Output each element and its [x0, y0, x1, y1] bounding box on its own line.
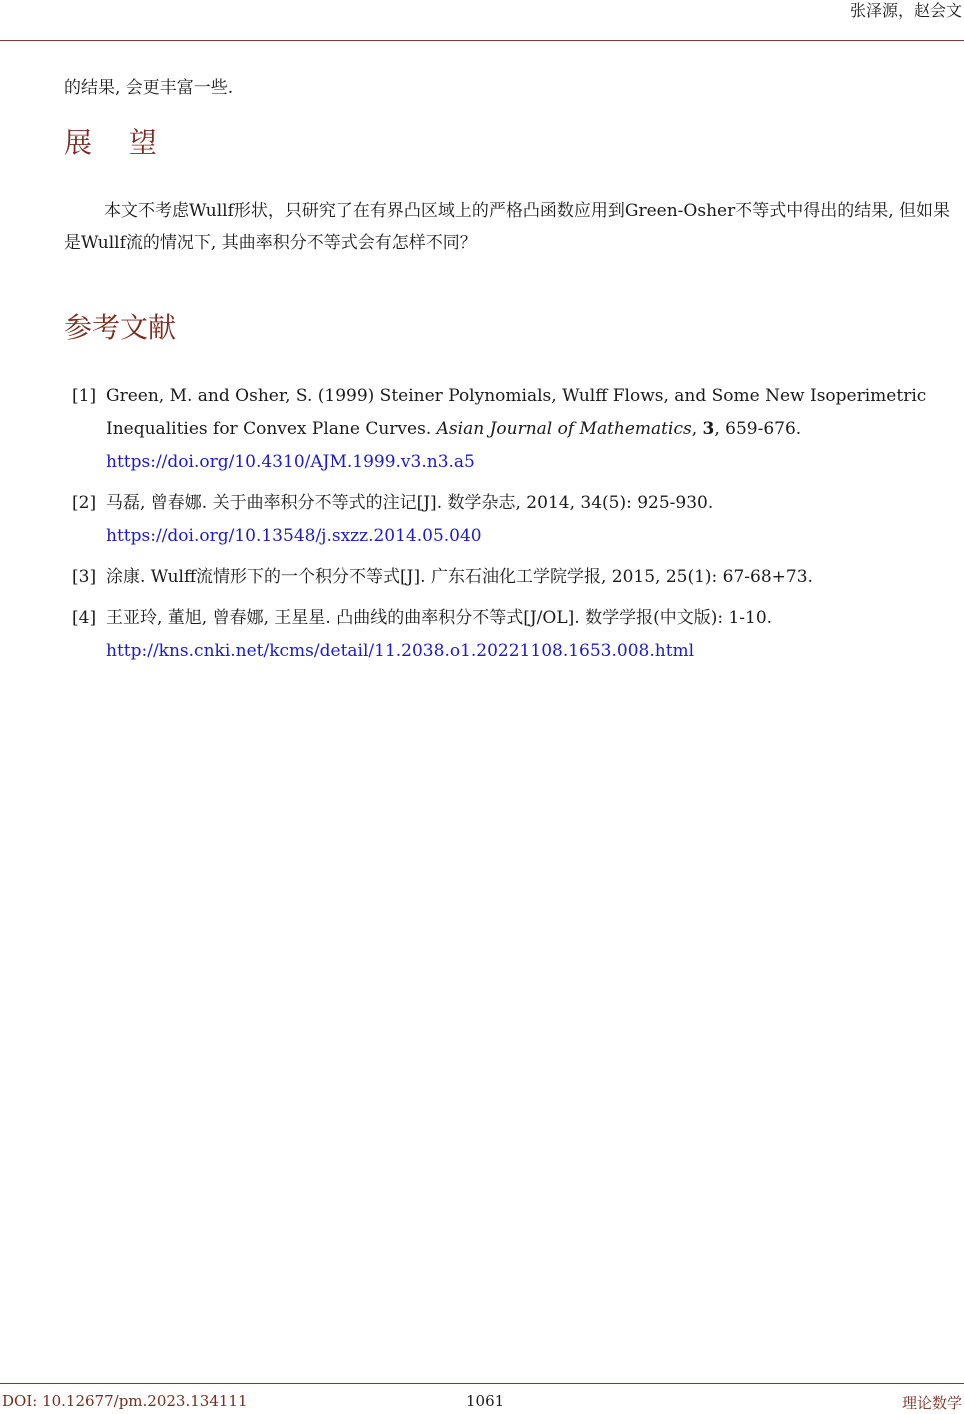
reference-number: [3] — [72, 567, 97, 587]
reference-separator: , — [691, 419, 703, 439]
reference-journal: Asian Journal of Mathematics — [436, 419, 692, 439]
page-number: 1061 — [466, 1392, 505, 1410]
reference-pages: , 659-676. — [714, 419, 802, 439]
reference-text: 涂康. Wulff流情形下的一个积分不等式[J]. 广东石油化工学院学报, 2015, 25(1): 67-68+73. — [106, 567, 813, 587]
reference-text: 王亚玲, 董旭, 曾春娜, 王星星. 凸曲线的曲率积分不等式[J/OL]. 数学学报(中文版): 1-10. — [106, 608, 773, 628]
reference-volume: 3 — [702, 419, 715, 439]
reference-item-2 — [64, 487, 964, 553]
reference-doi-link[interactable]: https://doi.org/10.13548/j.sxzz.2014.05.040 — [106, 526, 482, 546]
reference-text: 马磊, 曾春娜. 关于曲率积分不等式的注记[J]. 数学杂志, 2014, 34(5): 925-930. — [106, 493, 714, 513]
section-title-references: 参考文献 — [64, 311, 177, 344]
reference-url-link[interactable]: http://kns.cnki.net/kcms/detail/11.2038.o1.20221108.1653.008.html — [106, 641, 695, 661]
header-divider — [0, 40, 964, 41]
header-authors: 张泽源，赵会文 — [849, 1, 962, 20]
section-title-outlook: 展 望 — [64, 126, 171, 159]
reference-number: [1] — [72, 386, 97, 406]
reference-item-1 — [64, 380, 964, 479]
reference-doi-link[interactable]: https://doi.org/10.4310/AJM.1999.v3.n3.a5 — [106, 452, 475, 472]
reference-item-3 — [64, 561, 964, 594]
outlook-paragraph: 本文不考虑Wullf形状，只研究了在有界凸区域上的严格凸函数应用到Green-Osher不等式中得出的结果, 但如果是Wullf流的情况下, 其曲率积分不等式会有怎样不同？ — [64, 201, 951, 253]
footer-journal-name: 理论数学 — [901, 1394, 962, 1412]
reference-title-part: Inequalities for Convex Plane Curves. — [106, 419, 437, 439]
footer-divider — [0, 1383, 964, 1384]
reference-list — [64, 380, 964, 676]
reference-text-cont — [106, 413, 964, 446]
reference-number: [4] — [72, 608, 97, 628]
reference-text: Green, M. and Osher, S. (1999) Steiner Polynomials, Wulff Flows, and Some New Isoperimetric — [106, 386, 927, 406]
continuation-text: 的结果, 会更丰富一些. — [64, 78, 234, 98]
reference-number: [2] — [72, 493, 97, 513]
reference-item-4 — [64, 602, 964, 668]
footer-doi[interactable]: DOI: 10.12677/pm.2023.134111 — [2, 1392, 248, 1410]
